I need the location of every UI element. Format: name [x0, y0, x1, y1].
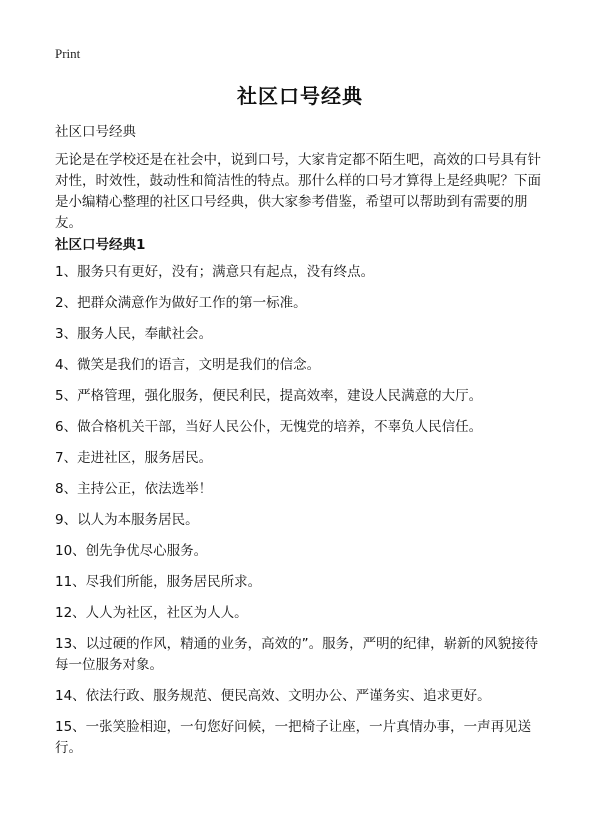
list-item: 12、人人为社区，社区为人人。 [55, 605, 248, 621]
list-item: 6、做合格机关干部，当好人民公仆，无愧党的培养，不辜负人民信任。 [55, 419, 483, 435]
list-item: 15、一张笑脸相迎，一句您好问候，一把椅子让座，一片真情办事，一声再见送行。 [55, 719, 532, 756]
list-item: 10、创先争优尽心服务。 [55, 543, 208, 559]
document-subtitle: 社区口号经典 [55, 124, 136, 140]
list-item: 1、服务只有更好，没有；满意只有起点，没有终点。 [55, 264, 375, 280]
list-item: 14、依法行政、服务规范、便民高效、文明办公、严谨务实、追求更好。 [55, 688, 491, 704]
print-label: Print [55, 46, 81, 61]
list-item: 11、尽我们所能，服务居民所求。 [55, 574, 262, 590]
section-heading: 社区口号经典1 [55, 237, 146, 253]
list-item: 4、微笑是我们的语言，文明是我们的信念。 [55, 357, 321, 373]
list-item: 3、服务人民，奉献社会。 [55, 326, 213, 342]
list-item: 13、以过硬的作风，精通的业务，高效的”。服务，严明的纪律，崭新的风貌接待每一位服务对象。 [55, 636, 539, 673]
list-item: 5、严格管理，强化服务，便民利民，提高效率，建设人民满意的大厅。 [55, 388, 483, 404]
slogan-list [55, 262, 551, 769]
intro-paragraph: 无论是在学校还是在社会中，说到口号，大家肯定都不陌生吧，高效的口号具有针对性，时效性，鼓动性和简洁性的特点。那什么样的口号才算得上是经典呢？下面是小编精心整理的社区口号经典，供大家参考借鉴，希望可以帮助到有需要的朋友。 [55, 152, 541, 231]
list-item: 2、把群众满意作为做好工作的第一标准。 [55, 295, 307, 311]
list-item: 7、走进社区，服务居民。 [55, 450, 213, 466]
list-item: 9、以人为本服务居民。 [55, 512, 199, 528]
page-title: 社区口号经典 [237, 84, 363, 108]
list-item: 8、主持公正，依法选举！ [55, 481, 213, 497]
